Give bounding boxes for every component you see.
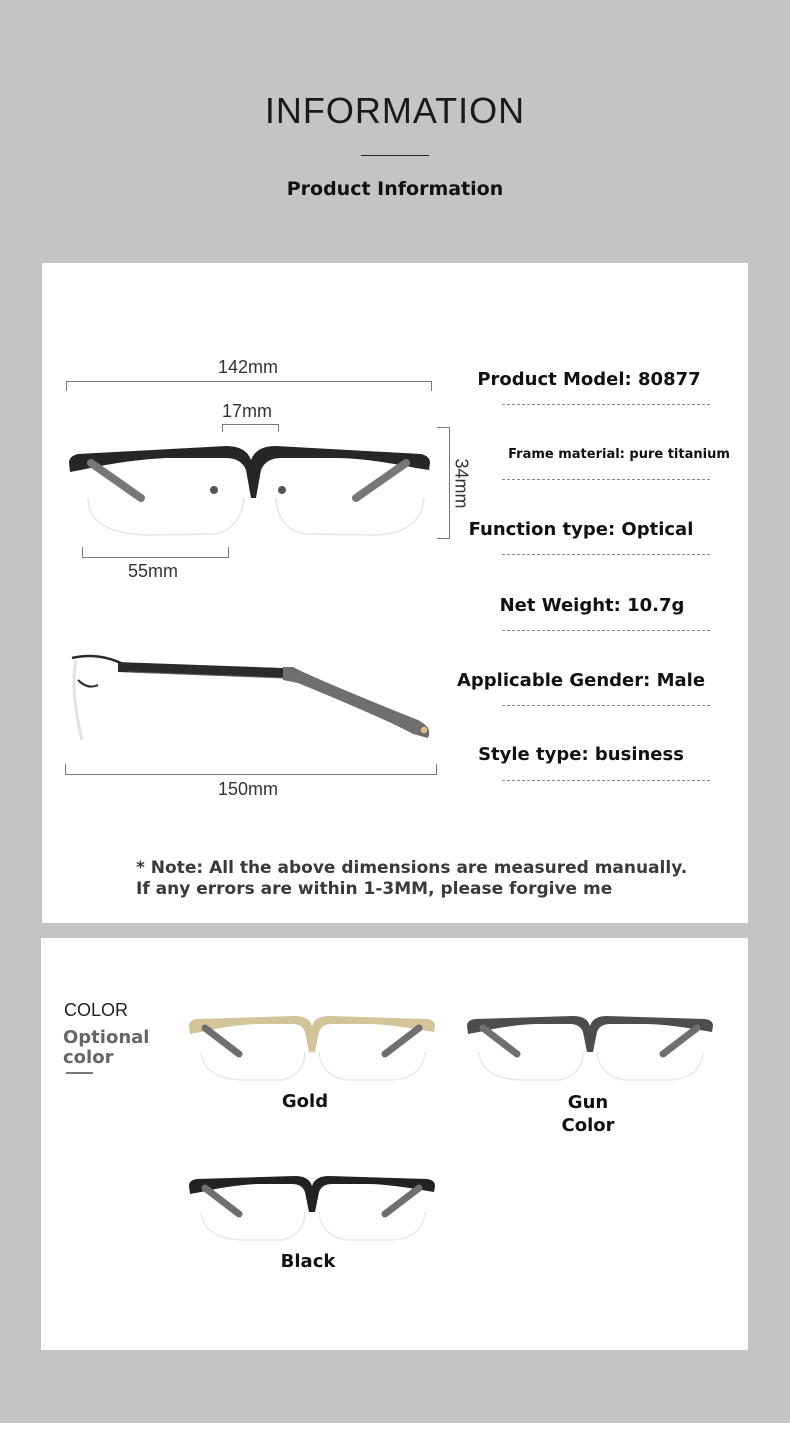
product-info-panel [42,263,748,923]
total-width-label: 142mm [218,357,279,377]
temple-length-tick-right [436,764,437,774]
gun-color-glasses-image[interactable] [465,1012,715,1084]
black-glasses-image[interactable] [187,1172,437,1244]
spec-separator [502,780,710,781]
lens-width-line [82,557,229,558]
spec-separator [502,479,710,480]
variant-name-gun-color: Gun Color [561,1092,615,1136]
lens-width-tick-left [82,547,83,557]
lens-width-label: 55mm [128,561,179,581]
spec-style: Style type: business [478,744,684,765]
spec-separator [502,404,710,405]
section-subtitle: Product Information [286,178,504,200]
side-view-glasses-image [68,650,438,750]
lens-width-tick-right [228,547,229,557]
bridge-tick-right [278,424,279,432]
spec-gender: Applicable Gender: Male [456,670,706,691]
lens-height-tick-top [437,427,449,428]
spec-function: Function type: Optical [468,519,694,540]
section-title: INFORMATION [264,90,526,131]
spec-model: Product Model: 80877 [477,369,701,390]
optional-color-divider [66,1072,93,1074]
total-width-tick-left [66,381,67,391]
temple-length-tick-left [65,764,66,774]
spec-material: Frame material: pure titanium [508,447,730,462]
bridge-tick-left [222,424,223,432]
temple-length-label: 150mm [218,779,279,799]
spec-weight: Net Weight: 10.7g [499,595,685,616]
front-view-glasses-image [66,438,436,543]
total-width-tick-right [431,381,432,391]
spec-separator [502,554,710,555]
spec-separator [502,705,710,706]
title-divider [361,155,429,156]
variant-name-gold: Gold [281,1091,329,1112]
measurement-note: * Note: All the above dimensions are measured manually. If any errors are within 1-3MM, please forgive me [136,858,688,899]
variant-name-black: Black [280,1251,336,1272]
optional-color-label: Optional color [63,1027,150,1068]
temple-length-line [65,774,437,775]
gold-glasses-image[interactable] [187,1012,437,1084]
bridge-label: 17mm [222,401,273,421]
lens-height-label: 34mm [451,458,472,509]
color-label: COLOR [64,1000,129,1020]
footer-strip [0,1423,790,1441]
color-options-panel [41,938,748,1350]
total-width-line [66,381,432,382]
bridge-line [222,424,279,425]
spec-separator [502,630,710,631]
